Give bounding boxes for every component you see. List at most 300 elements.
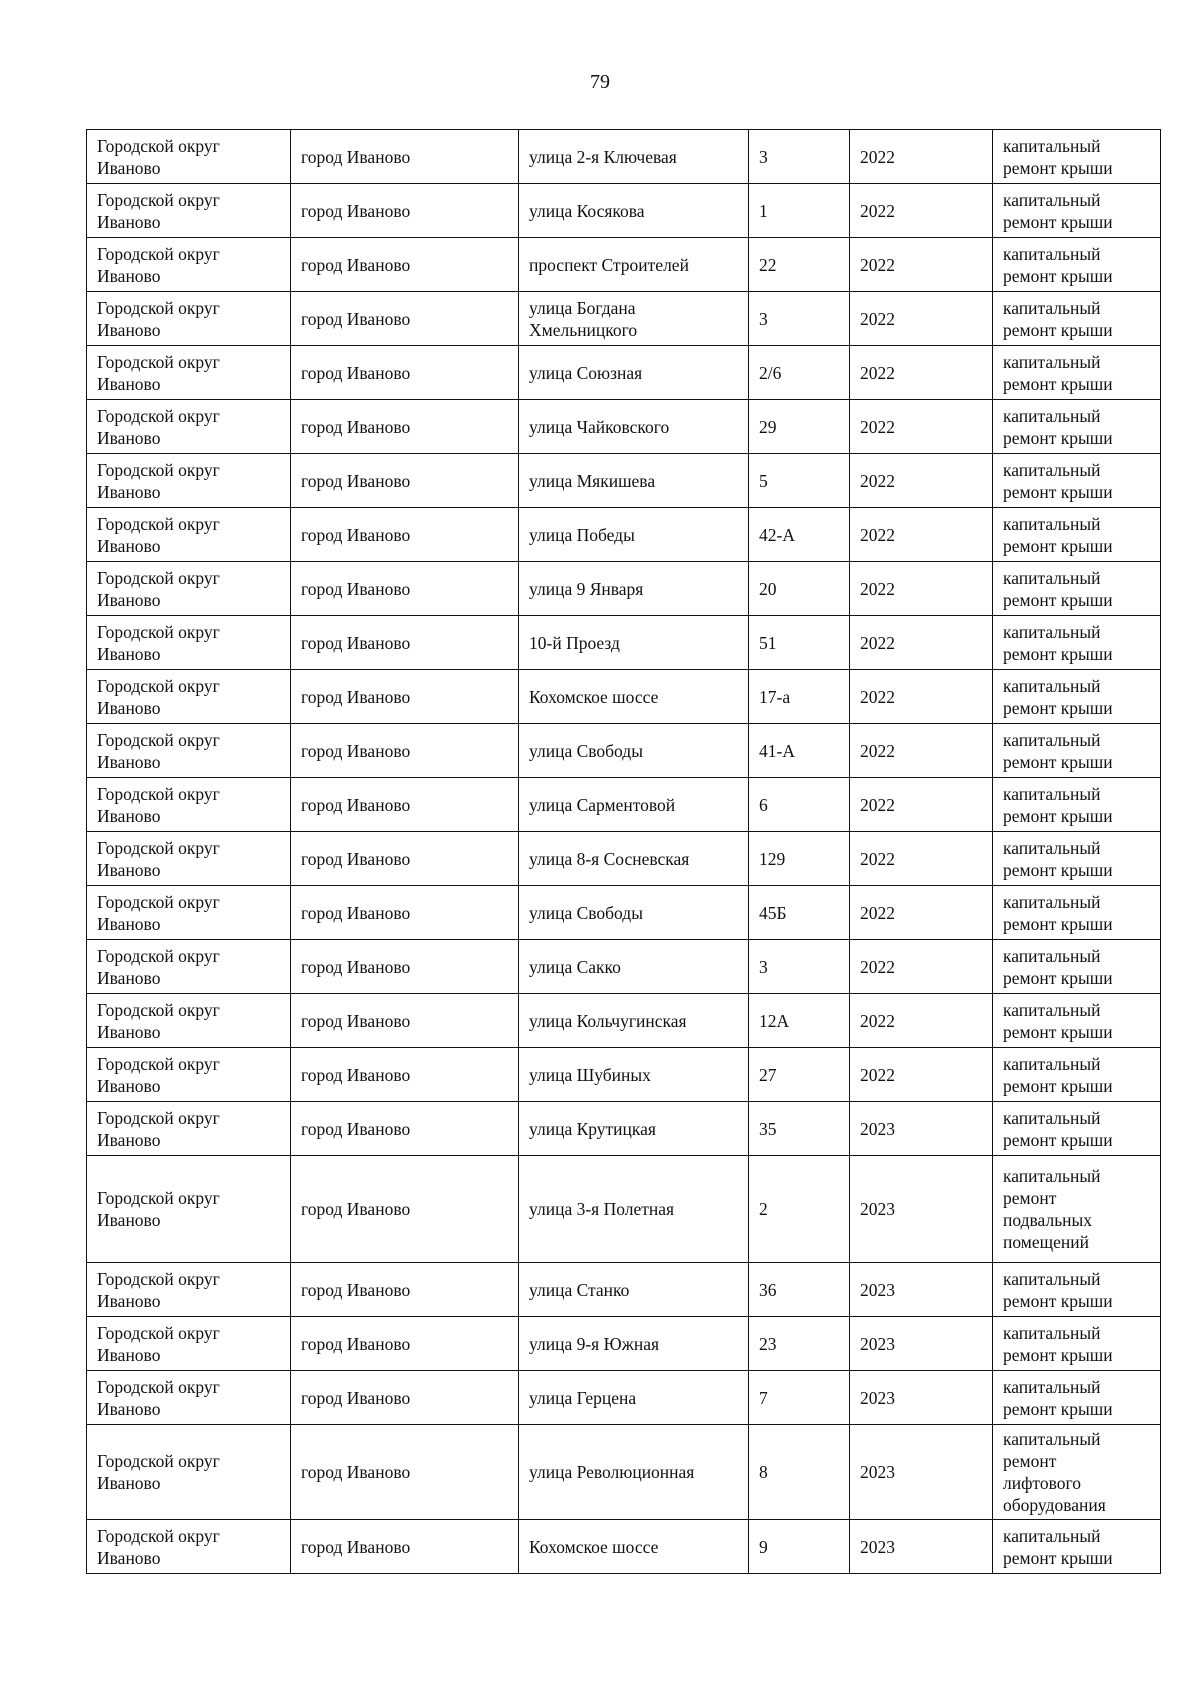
street-cell (519, 238, 749, 292)
work-type-cell-text: капитальный ремонт крыши (1003, 783, 1113, 826)
table-row (87, 886, 1161, 940)
house-number-cell (749, 940, 850, 994)
work-type-cell (993, 832, 1161, 886)
house-number-cell-text: 35 (759, 1118, 777, 1139)
locality-cell (291, 1520, 519, 1574)
locality-cell (291, 184, 519, 238)
work-type-cell-text: капитальный ремонт крыши (1003, 1322, 1113, 1365)
locality-cell-text: город Иваново (301, 200, 411, 221)
year-cell-text: 2022 (860, 632, 895, 653)
house-number-cell-text: 3 (759, 308, 768, 329)
municipality-cell (87, 670, 291, 724)
work-type-cell (993, 1048, 1161, 1102)
locality-cell-text: город Иваново (301, 902, 411, 923)
locality-cell (291, 670, 519, 724)
municipality-cell-text: Городской округ Иваново (97, 729, 220, 772)
house-number-cell-text: 22 (759, 254, 777, 275)
street-cell-text: улица Крутицкая (529, 1118, 656, 1139)
street-cell-text: улица Чайковского (529, 416, 670, 437)
year-cell-text: 2022 (860, 848, 895, 869)
street-cell-text: 10-й Проезд (529, 632, 620, 653)
table-row (87, 1425, 1161, 1520)
year-cell (850, 400, 993, 454)
work-type-cell-text: капитальный ремонт крыши (1003, 513, 1113, 556)
work-type-cell-text: капитальный ремонт крыши (1003, 1376, 1113, 1419)
municipality-cell (87, 1263, 291, 1317)
locality-cell (291, 886, 519, 940)
year-cell-text: 2022 (860, 254, 895, 275)
house-number-cell (749, 238, 850, 292)
locality-cell (291, 562, 519, 616)
house-number-cell (749, 184, 850, 238)
street-cell (519, 886, 749, 940)
locality-cell (291, 616, 519, 670)
work-type-cell-text: капитальный ремонт крыши (1003, 405, 1113, 448)
work-type-cell (993, 292, 1161, 346)
house-number-cell-text: 6 (759, 794, 768, 815)
table-row (87, 994, 1161, 1048)
work-type-cell-text: капитальный ремонт крыши (1003, 999, 1113, 1042)
table-row (87, 1520, 1161, 1574)
street-cell (519, 1425, 749, 1520)
year-cell (850, 1102, 993, 1156)
house-number-cell-text: 36 (759, 1279, 777, 1300)
house-number-cell (749, 886, 850, 940)
house-number-cell (749, 994, 850, 1048)
table-row (87, 616, 1161, 670)
locality-cell (291, 1102, 519, 1156)
municipality-cell (87, 292, 291, 346)
municipality-cell (87, 994, 291, 1048)
locality-cell (291, 400, 519, 454)
locality-cell-text: город Иваново (301, 146, 411, 167)
locality-cell (291, 832, 519, 886)
municipality-cell-text: Городской округ Иваново (97, 1107, 220, 1150)
work-type-cell-text: капитальный ремонт крыши (1003, 675, 1113, 718)
work-type-cell (993, 616, 1161, 670)
year-cell-text: 2022 (860, 362, 895, 383)
year-cell-text: 2022 (860, 416, 895, 437)
municipality-cell-text: Городской округ Иваново (97, 783, 220, 826)
street-cell (519, 454, 749, 508)
house-number-cell-text: 1 (759, 200, 768, 221)
street-cell (519, 508, 749, 562)
locality-cell (291, 292, 519, 346)
repair-schedule-table (86, 129, 1161, 1574)
street-cell-text: улица 9-я Южная (529, 1333, 660, 1354)
house-number-cell-text: 129 (759, 848, 786, 869)
street-cell (519, 670, 749, 724)
house-number-cell-text: 9 (759, 1536, 768, 1557)
locality-cell-text: город Иваново (301, 1462, 411, 1482)
street-cell-text: улица Союзная (529, 362, 643, 383)
locality-cell (291, 994, 519, 1048)
work-type-cell (993, 778, 1161, 832)
municipality-cell (87, 1317, 291, 1371)
house-number-cell (749, 1425, 850, 1520)
street-cell-text: улица 2-я Ключевая (529, 146, 677, 167)
locality-cell-text: город Иваново (301, 524, 411, 545)
year-cell (850, 238, 993, 292)
municipality-cell-text: Городской округ Иваново (97, 1525, 220, 1568)
locality-cell-text: город Иваново (301, 1387, 411, 1408)
municipality-cell-text: Городской округ Иваново (97, 1376, 220, 1419)
municipality-cell (87, 562, 291, 616)
work-type-cell (993, 508, 1161, 562)
work-type-cell (993, 130, 1161, 184)
year-cell-text: 2022 (860, 794, 895, 815)
locality-cell (291, 454, 519, 508)
table-row (87, 1317, 1161, 1371)
year-cell (850, 886, 993, 940)
year-cell-text: 2022 (860, 200, 895, 221)
municipality-cell (87, 508, 291, 562)
street-cell (519, 400, 749, 454)
house-number-cell-text: 42-А (759, 524, 795, 545)
municipality-cell-text: Городской округ Иваново (97, 297, 220, 340)
work-type-cell-text: капитальный ремонт крыши (1003, 297, 1113, 340)
municipality-cell-text: Городской округ Иваново (97, 1188, 220, 1230)
municipality-cell (87, 184, 291, 238)
municipality-cell-text: Городской округ Иваново (97, 1322, 220, 1365)
table-row (87, 508, 1161, 562)
locality-cell (291, 130, 519, 184)
house-number-cell (749, 832, 850, 886)
work-type-cell (993, 1263, 1161, 1317)
table-body (87, 130, 1161, 1574)
house-number-cell-text: 3 (759, 146, 768, 167)
year-cell (850, 130, 993, 184)
house-number-cell (749, 1156, 850, 1263)
year-cell (850, 832, 993, 886)
year-cell-text: 2022 (860, 470, 895, 491)
work-type-cell-text: капитальный ремонт лифтового оборудования (1003, 1429, 1106, 1515)
year-cell (850, 454, 993, 508)
table-row (87, 184, 1161, 238)
municipality-cell (87, 238, 291, 292)
street-cell-text: улица Шубиных (529, 1064, 651, 1085)
house-number-cell (749, 1317, 850, 1371)
year-cell-text: 2023 (860, 1387, 895, 1408)
work-type-cell (993, 346, 1161, 400)
municipality-cell (87, 832, 291, 886)
house-number-cell-text: 20 (759, 578, 777, 599)
house-number-cell (749, 670, 850, 724)
municipality-cell-text: Городской округ Иваново (97, 567, 220, 610)
year-cell (850, 1520, 993, 1574)
work-type-cell-text: капитальный ремонт крыши (1003, 243, 1113, 286)
street-cell (519, 616, 749, 670)
house-number-cell (749, 130, 850, 184)
locality-cell (291, 1425, 519, 1520)
municipality-cell-text: Городской округ Иваново (97, 405, 220, 448)
street-cell (519, 724, 749, 778)
work-type-cell-text: капитальный ремонт крыши (1003, 459, 1113, 502)
street-cell-text: улица Кольчугинская (529, 1010, 687, 1031)
municipality-cell (87, 1425, 291, 1520)
locality-cell (291, 346, 519, 400)
locality-cell (291, 1048, 519, 1102)
work-type-cell-text: капитальный ремонт крыши (1003, 891, 1113, 934)
year-cell-text: 2023 (860, 1279, 895, 1300)
house-number-cell-text: 51 (759, 632, 777, 653)
year-cell-text: 2023 (860, 1536, 895, 1557)
year-cell (850, 1156, 993, 1263)
municipality-cell-text: Городской округ Иваново (97, 1268, 220, 1311)
street-cell-text: улица Сарментовой (529, 794, 676, 815)
house-number-cell (749, 454, 850, 508)
street-cell (519, 832, 749, 886)
municipality-cell-text: Городской округ Иваново (97, 891, 220, 934)
work-type-cell-text: капитальный ремонт крыши (1003, 567, 1113, 610)
work-type-cell (993, 724, 1161, 778)
locality-cell (291, 1263, 519, 1317)
year-cell-text: 2023 (860, 1199, 895, 1219)
work-type-cell (993, 994, 1161, 1048)
work-type-cell (993, 562, 1161, 616)
locality-cell (291, 778, 519, 832)
house-number-cell-text: 2/6 (759, 362, 782, 383)
municipality-cell-text: Городской округ Иваново (97, 945, 220, 988)
house-number-cell-text: 5 (759, 470, 768, 491)
year-cell-text: 2023 (860, 1462, 895, 1482)
year-cell (850, 940, 993, 994)
municipality-cell-text: Городской округ Иваново (97, 459, 220, 502)
municipality-cell (87, 130, 291, 184)
municipality-cell (87, 778, 291, 832)
house-number-cell (749, 292, 850, 346)
table-row (87, 778, 1161, 832)
year-cell-text: 2022 (860, 956, 895, 977)
table-row (87, 1102, 1161, 1156)
house-number-cell (749, 616, 850, 670)
locality-cell (291, 508, 519, 562)
municipality-cell (87, 724, 291, 778)
street-cell-text: Кохомское шоссе (529, 1536, 659, 1557)
year-cell (850, 292, 993, 346)
table-row (87, 1263, 1161, 1317)
work-type-cell (993, 238, 1161, 292)
municipality-cell-text: Городской округ Иваново (97, 1053, 220, 1096)
street-cell-text: улица 3-я Полетная (529, 1199, 675, 1219)
work-type-cell (993, 184, 1161, 238)
year-cell (850, 724, 993, 778)
municipality-cell (87, 400, 291, 454)
street-cell-text: Кохомское шоссе (529, 686, 659, 707)
street-cell (519, 1263, 749, 1317)
house-number-cell (749, 1371, 850, 1425)
year-cell-text: 2022 (860, 740, 895, 761)
municipality-cell-text: Городской округ Иваново (97, 351, 220, 394)
locality-cell-text: город Иваново (301, 956, 411, 977)
year-cell (850, 184, 993, 238)
locality-cell-text: город Иваново (301, 416, 411, 437)
locality-cell-text: город Иваново (301, 740, 411, 761)
work-type-cell-text: капитальный ремонт крыши (1003, 1525, 1113, 1568)
table-row (87, 292, 1161, 346)
street-cell-text: улица Косякова (529, 200, 645, 221)
street-cell (519, 1048, 749, 1102)
table-row (87, 1156, 1161, 1263)
table-row (87, 1371, 1161, 1425)
table-row (87, 238, 1161, 292)
municipality-cell (87, 940, 291, 994)
municipality-cell (87, 1048, 291, 1102)
work-type-cell (993, 940, 1161, 994)
locality-cell (291, 940, 519, 994)
locality-cell-text: город Иваново (301, 254, 411, 275)
house-number-cell-text: 2 (759, 1199, 768, 1219)
locality-cell-text: город Иваново (301, 1199, 411, 1219)
work-type-cell (993, 1520, 1161, 1574)
year-cell (850, 1425, 993, 1520)
municipality-cell-text: Городской округ Иваново (97, 675, 220, 718)
street-cell-text: улица Мякишева (529, 470, 656, 491)
house-number-cell (749, 346, 850, 400)
locality-cell-text: город Иваново (301, 794, 411, 815)
municipality-cell-text: Городской округ Иваново (97, 621, 220, 664)
municipality-cell (87, 886, 291, 940)
house-number-cell-text: 7 (759, 1387, 768, 1408)
locality-cell-text: город Иваново (301, 1064, 411, 1085)
year-cell (850, 994, 993, 1048)
year-cell (850, 508, 993, 562)
street-cell-text: проспект Строителей (529, 254, 689, 275)
house-number-cell-text: 29 (759, 416, 777, 437)
year-cell-text: 2022 (860, 686, 895, 707)
locality-cell-text: город Иваново (301, 362, 411, 383)
locality-cell-text: город Иваново (301, 308, 411, 329)
work-type-cell-text: капитальный ремонт крыши (1003, 729, 1113, 772)
street-cell (519, 184, 749, 238)
street-cell (519, 346, 749, 400)
house-number-cell (749, 562, 850, 616)
work-type-cell (993, 1371, 1161, 1425)
street-cell (519, 1156, 749, 1263)
house-number-cell-text: 8 (759, 1462, 768, 1482)
municipality-cell (87, 454, 291, 508)
year-cell-text: 2022 (860, 902, 895, 923)
year-cell (850, 1371, 993, 1425)
work-type-cell-text: капитальный ремонт крыши (1003, 1107, 1113, 1150)
table-row (87, 940, 1161, 994)
work-type-cell-text: капитальный ремонт крыши (1003, 1053, 1113, 1096)
table-row (87, 130, 1161, 184)
year-cell (850, 1048, 993, 1102)
table-row (87, 454, 1161, 508)
locality-cell-text: город Иваново (301, 848, 411, 869)
locality-cell-text: город Иваново (301, 470, 411, 491)
street-cell-text: улица Герцена (529, 1387, 637, 1408)
work-type-cell (993, 400, 1161, 454)
work-type-cell (993, 670, 1161, 724)
locality-cell (291, 724, 519, 778)
table-row (87, 400, 1161, 454)
street-cell-text: улица 9 Января (529, 578, 644, 599)
street-cell (519, 1371, 749, 1425)
table-row (87, 562, 1161, 616)
work-type-cell (993, 1317, 1161, 1371)
work-type-cell-text: капитальный ремонт крыши (1003, 351, 1113, 394)
municipality-cell-text: Городской округ Иваново (97, 189, 220, 232)
street-cell-text: улица 8-я Сосневская (529, 848, 690, 869)
municipality-cell (87, 1156, 291, 1263)
work-type-cell (993, 454, 1161, 508)
street-cell (519, 562, 749, 616)
locality-cell (291, 238, 519, 292)
locality-cell-text: город Иваново (301, 1333, 411, 1354)
locality-cell-text: город Иваново (301, 578, 411, 599)
street-cell (519, 130, 749, 184)
work-type-cell-text: капитальный ремонт крыши (1003, 1268, 1113, 1311)
year-cell-text: 2022 (860, 524, 895, 545)
street-cell-text: улица Свободы (529, 902, 643, 923)
house-number-cell (749, 724, 850, 778)
municipality-cell-text: Городской округ Иваново (97, 513, 220, 556)
street-cell (519, 778, 749, 832)
house-number-cell-text: 45Б (759, 902, 787, 923)
year-cell-text: 2022 (860, 1064, 895, 1085)
year-cell-text: 2022 (860, 308, 895, 329)
year-cell (850, 1317, 993, 1371)
municipality-cell (87, 1371, 291, 1425)
table-row (87, 346, 1161, 400)
locality-cell-text: город Иваново (301, 1118, 411, 1139)
year-cell-text: 2023 (860, 1333, 895, 1354)
locality-cell (291, 1371, 519, 1425)
street-cell (519, 1317, 749, 1371)
page-number: 79 (590, 71, 610, 93)
locality-cell (291, 1317, 519, 1371)
year-cell (850, 778, 993, 832)
work-type-cell-text: капитальный ремонт крыши (1003, 189, 1113, 232)
table-row (87, 832, 1161, 886)
table-row (87, 724, 1161, 778)
table-row (87, 670, 1161, 724)
year-cell-text: 2022 (860, 1010, 895, 1031)
municipality-cell-text: Городской округ Иваново (97, 999, 220, 1042)
street-cell (519, 994, 749, 1048)
house-number-cell (749, 1263, 850, 1317)
year-cell-text: 2023 (860, 1118, 895, 1139)
municipality-cell-text: Городской округ Иваново (97, 1451, 220, 1493)
municipality-cell-text: Городской округ Иваново (97, 837, 220, 880)
year-cell (850, 670, 993, 724)
street-cell-text: улица Победы (529, 524, 635, 545)
table-row (87, 1048, 1161, 1102)
street-cell (519, 1520, 749, 1574)
house-number-cell (749, 778, 850, 832)
house-number-cell (749, 400, 850, 454)
house-number-cell (749, 508, 850, 562)
house-number-cell-text: 27 (759, 1064, 777, 1085)
year-cell-text: 2022 (860, 578, 895, 599)
house-number-cell-text: 23 (759, 1333, 777, 1354)
work-type-cell-text: капитальный ремонт подвальных помещений (1003, 1166, 1101, 1252)
municipality-cell (87, 1520, 291, 1574)
house-number-cell-text: 12А (759, 1010, 790, 1031)
work-type-cell (993, 886, 1161, 940)
work-type-cell-text: капитальный ремонт крыши (1003, 837, 1113, 880)
locality-cell (291, 1156, 519, 1263)
municipality-cell-text: Городской округ Иваново (97, 135, 220, 178)
municipality-cell (87, 1102, 291, 1156)
work-type-cell (993, 1156, 1161, 1263)
work-type-cell-text: капитальный ремонт крыши (1003, 945, 1113, 988)
work-type-cell-text: капитальный ремонт крыши (1003, 621, 1113, 664)
street-cell-text: улица Свободы (529, 740, 643, 761)
house-number-cell-text: 41-А (759, 740, 795, 761)
